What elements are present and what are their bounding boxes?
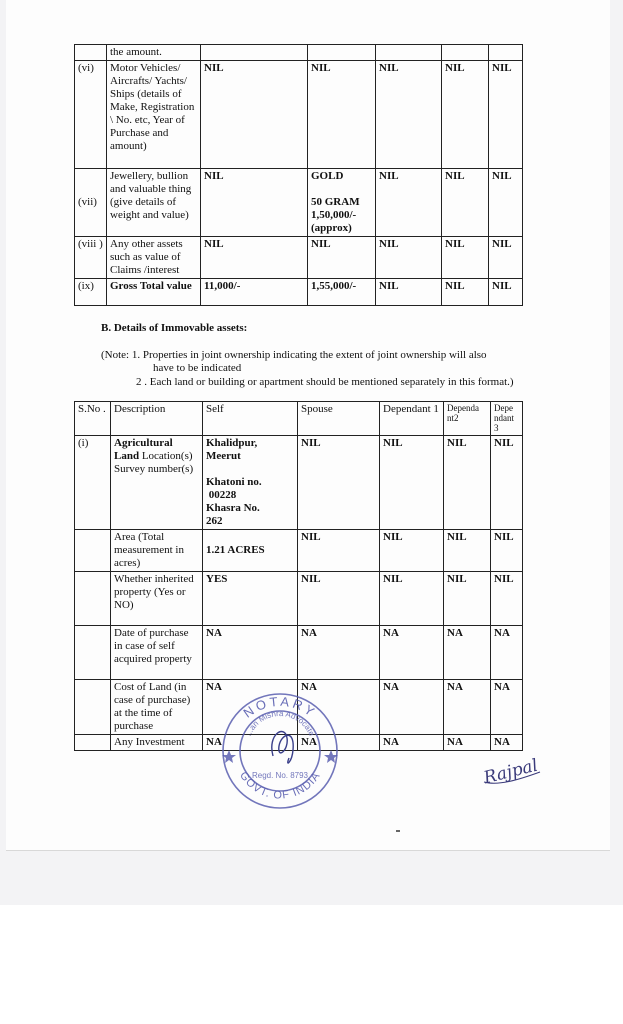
cell-sno bbox=[75, 626, 111, 680]
self-line: Khasra No. bbox=[206, 502, 260, 514]
cell-dependant-2: NIL bbox=[444, 436, 491, 530]
spouse-line: GOLD bbox=[311, 170, 344, 182]
cell-dependant-1: NIL bbox=[376, 237, 442, 279]
cell-description: Motor Vehicles/ Aircrafts/ Yachts/ Ships (details of Make, Registration \ No. etc, Year of Purchase and amount) bbox=[107, 61, 201, 169]
stamp-name-text: ...an Mishra Advocate bbox=[243, 708, 317, 738]
cell-description: Any Investment bbox=[111, 735, 203, 751]
spouse-line: 50 GRAM bbox=[311, 196, 360, 208]
cell-dependant-1: NIL bbox=[376, 279, 442, 306]
cell-dependant-1: NIL bbox=[380, 436, 444, 530]
cell-self: NIL bbox=[201, 169, 308, 237]
cell-description: the amount. bbox=[107, 45, 201, 61]
cell-description: Jewellery, bullion and valuable thing (give details of weight and value) bbox=[107, 169, 201, 237]
cell-dependant-1: NIL bbox=[380, 572, 444, 626]
cell-dependant-2: NA bbox=[444, 735, 491, 751]
header-spouse: Spouse bbox=[298, 402, 380, 436]
header-sno: S.No . bbox=[75, 402, 111, 436]
cell-spouse: NIL bbox=[298, 530, 380, 572]
cell-description: Any other assets such as value of Claims /interest bbox=[107, 237, 201, 279]
notary-stamp bbox=[215, 688, 345, 810]
cell-self: NIL bbox=[201, 61, 308, 169]
cell-sno bbox=[75, 680, 111, 735]
note-line: 2 . Each land or building or apartment should be mentioned separately in this format.) bbox=[136, 376, 514, 388]
cell-description: Date of purchase in case of self acquired property bbox=[111, 626, 203, 680]
cell-dependant-2: NA bbox=[444, 680, 491, 735]
table-row bbox=[75, 530, 523, 572]
cell-spouse: NIL bbox=[308, 237, 376, 279]
cell-self bbox=[203, 436, 298, 530]
cell-dependant-2: NIL bbox=[444, 572, 491, 626]
cell-dependant-1: NA bbox=[380, 626, 444, 680]
cell-description: Gross Total value bbox=[107, 279, 201, 306]
cell-dependant-3: NIL bbox=[491, 530, 523, 572]
cell-sno: (ix) bbox=[75, 279, 107, 306]
cell-self: YES bbox=[203, 572, 298, 626]
description-bold: Agricultural Land bbox=[114, 437, 173, 462]
cell-dependant-3: NIL bbox=[489, 61, 523, 169]
cell-dependant-2: NA bbox=[444, 626, 491, 680]
cell-dependant-2: NIL bbox=[442, 169, 489, 237]
header-self: Self bbox=[203, 402, 298, 436]
scan-mark bbox=[396, 830, 400, 832]
cell-dependant-2: NIL bbox=[442, 279, 489, 306]
cell-spouse bbox=[308, 45, 376, 61]
cell-self bbox=[201, 45, 308, 61]
cell-dependant-2: NIL bbox=[442, 61, 489, 169]
spouse-line: (approx) bbox=[311, 222, 352, 234]
cell-sno: (viii ) bbox=[75, 237, 107, 279]
cell-dependant-2 bbox=[442, 45, 489, 61]
cell-spouse: NIL bbox=[298, 572, 380, 626]
self-line: Khatoni no. bbox=[206, 476, 262, 488]
cell-dependant-3: NIL bbox=[489, 237, 523, 279]
cell-dependant-1 bbox=[376, 45, 442, 61]
spouse-line bbox=[311, 183, 372, 196]
cell-dependant-1: NA bbox=[380, 735, 444, 751]
signature-scribble bbox=[272, 732, 293, 764]
cell-self: NA bbox=[203, 680, 298, 735]
cell-dependant-1: NIL bbox=[376, 61, 442, 169]
cell-spouse: NA bbox=[298, 626, 380, 680]
cell-dependant-2: NIL bbox=[442, 237, 489, 279]
self-line: 00228 bbox=[206, 489, 237, 501]
section-title: B. Details of Immovable assets: bbox=[101, 322, 248, 334]
cell-dependant-1: NIL bbox=[376, 169, 442, 237]
header-dependant-3: Depe ndant 3 bbox=[491, 402, 523, 436]
note-line: (Note: 1. Properties in joint ownership indicating the extent of joint ownership will also bbox=[101, 349, 487, 361]
cell-self: NIL bbox=[201, 237, 308, 279]
cell-spouse: 1,55,000/- bbox=[308, 279, 376, 306]
cell-dependant-3: NIL bbox=[491, 436, 523, 530]
stamp-bottom-text: GOVT. OF INDIA bbox=[237, 769, 323, 802]
cell-dependant-3: NIL bbox=[489, 169, 523, 237]
cell-dependant-3: NIL bbox=[491, 572, 523, 626]
spouse-line: 1,50,000/- bbox=[311, 209, 357, 221]
cell-spouse: NIL bbox=[298, 436, 380, 530]
self-line bbox=[206, 463, 294, 476]
cell-self: 11,000/- bbox=[201, 279, 308, 306]
self-line: Meerut bbox=[206, 450, 241, 462]
cell-self: NA bbox=[203, 735, 298, 751]
header-description: Description bbox=[111, 402, 203, 436]
cell-dependant-3: NIL bbox=[489, 279, 523, 306]
cell-spouse: NA bbox=[298, 680, 380, 735]
cell-description: Area (Total measurement in acres) bbox=[111, 530, 203, 572]
cell-sno bbox=[75, 735, 111, 751]
header-dependant-2: Dependa nt2 bbox=[444, 402, 491, 436]
table-row bbox=[75, 436, 523, 530]
cell-dependant-3: NA bbox=[491, 680, 523, 735]
cell-description: Whether inherited property (Yes or NO) bbox=[111, 572, 203, 626]
cell-dependant-1: NIL bbox=[380, 530, 444, 572]
cell-sno bbox=[75, 572, 111, 626]
cell-self: 1.21 ACRES bbox=[203, 530, 298, 572]
description-rest: Location(s) Survey number(s) bbox=[114, 450, 194, 475]
table-row bbox=[75, 279, 523, 306]
cell-spouse: NA bbox=[298, 735, 380, 751]
table-row bbox=[75, 237, 523, 279]
stamp-top-text: NOTARY bbox=[240, 693, 320, 721]
cell-spouse: NIL bbox=[308, 61, 376, 169]
cell-dependant-2: NIL bbox=[444, 530, 491, 572]
cell-sno: (vi) bbox=[75, 61, 107, 169]
cell-dependant-1: NA bbox=[380, 680, 444, 735]
header-dependant-1: Dependant 1 bbox=[380, 402, 444, 436]
cell-description bbox=[111, 436, 203, 530]
cell-dependant-3: NA bbox=[491, 626, 523, 680]
cell-dependant-3: NA bbox=[491, 735, 523, 751]
self-line: 262 bbox=[206, 515, 223, 527]
cell-sno: (i) bbox=[75, 436, 111, 530]
cell-sno bbox=[75, 45, 107, 61]
signature bbox=[478, 742, 550, 790]
cell-spouse bbox=[308, 169, 376, 237]
table-row bbox=[75, 626, 523, 680]
cell-sno bbox=[75, 530, 111, 572]
table-row bbox=[75, 169, 523, 237]
signature-text: Rajpal bbox=[481, 755, 541, 789]
table-header-row bbox=[75, 402, 523, 436]
cell-dependant-3 bbox=[489, 45, 523, 61]
movable-assets-table bbox=[74, 44, 523, 306]
cell-description: Cost of Land (in case of purchase) at the time of purchase bbox=[111, 680, 203, 735]
table-row bbox=[75, 61, 523, 169]
table-row bbox=[75, 45, 523, 61]
note-line: have to be indicated bbox=[153, 362, 242, 374]
table-row bbox=[75, 572, 523, 626]
self-line: Khalidpur, bbox=[206, 437, 258, 449]
stamp-regd-text: Regd. No. 8793 bbox=[251, 771, 309, 780]
cell-sno: (vii) bbox=[75, 169, 107, 237]
cell-self: NA bbox=[203, 626, 298, 680]
